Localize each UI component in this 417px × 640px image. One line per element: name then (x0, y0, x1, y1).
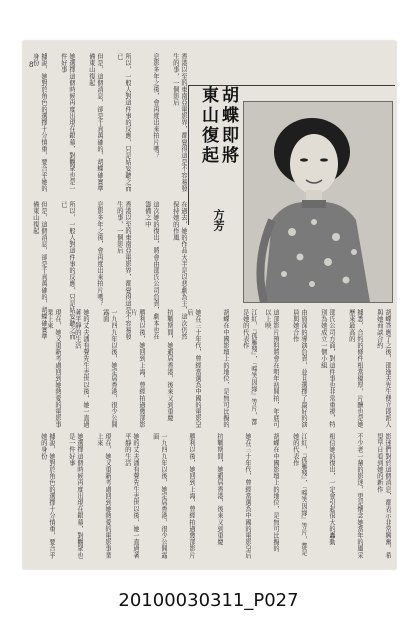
article-column-left-12: 但是，這個消息，卻是千真萬確的，胡蝶確實準備東山復起 (31, 201, 47, 340)
article-column-mid-6: 一九四九年以後，她定居香港，很少公開露面 (101, 309, 117, 428)
article-column-left-1: 香港以至的東南亞電影界，都覺得這是不容易發生的事，一個影后 (171, 53, 187, 192)
article-column-right-2: 據悉，合約的條件相當優厚，片酬也是她歷來最高的 (347, 309, 363, 428)
article-column-left-5: 她選擇這個時候再度出現在銀幕，對觀眾也是一件好事 (59, 53, 75, 192)
article-author: 方芳 (212, 209, 225, 231)
article-column-left-6: 據說，她對於角色的選擇十分慎重，要合乎她的身份 (31, 53, 47, 192)
article-column-right-5: 這部影片預料將會在明年初開拍，年底可以上映 (263, 309, 279, 428)
article-column-mid-3: 她在三十年代，曾經當選為中國的電影皇后 (185, 309, 201, 428)
article-column-bottom-7: 抗戰期間，她避居香港，後來又到重慶 (216, 433, 223, 546)
article-column-right-3: 邵氏公司方面，對這件事也非常重視，特別為她成立一個小組 (319, 309, 335, 428)
magazine-page (23, 41, 396, 569)
article-title-line2: 復起 (198, 126, 218, 166)
article-column-bottom-5: 胡蝶在中國影壇上的地位，是無可比擬的 (272, 433, 279, 552)
article-column-left-10: 息影多年之後，會再度出來拍片嗎？ (96, 201, 103, 307)
article-title (198, 86, 238, 181)
article-column-mid-5: 勝利以後，她回到上海，曾經拍過幾部影片 (129, 309, 145, 428)
article-column-left-4: 但是，這個消息，卻是千真萬確的，胡蝶確實準備東山復起 (87, 53, 103, 192)
article-column-bottom-3: 相信她的復出，一定會引起很大的轟動 (328, 433, 335, 546)
article-column-left-7: 在過去，她的作品大半是以悲劇為主，這次仍然保持她的作風 (171, 201, 187, 340)
article-column-left-3: 所以，一般人對這件事的反應，只是姑妄聽之而已 (115, 53, 131, 192)
article-column-right-4: 由資深的導演負責，並且選擇了最好的演員與她合作 (291, 309, 307, 428)
article-column-right-1: 胡蝶答應了之後，邵逸夫先生便立即派人與她商談合約 (375, 309, 391, 428)
article-column-left-11: 所以，一般人對這件事的反應，只是姑妄聽之而已 (59, 201, 75, 340)
title-border-left (188, 85, 189, 225)
article-column-bottom-6: 她在三十年代，曾經當選為中國的電影皇后 (244, 433, 251, 559)
article-column-bottom-8: 勝利以後，她回到上海，曾經拍過幾部影片 (188, 433, 195, 559)
article-column-bottom-2: 不少老一輩的影迷，更是懷念她當年的風采 (356, 433, 363, 559)
article-column-bottom-4: 江紅，『孤雁殘』，『啼笑因緣』等片，都是她的代表作 (291, 433, 307, 556)
article-column-left-9: 香港以至的東南亞電影界，都覺得這是不容易發生的事，一個影后 (115, 201, 131, 340)
article-column-bottom-12: 她選擇這個時候再度出現在銀幕，對觀眾也是一件好事 (67, 433, 83, 559)
portrait-image (244, 102, 392, 302)
article-column-bottom-10: 她的丈夫潘有聲先生去世以後，她一直過著平靜的生活 (123, 433, 139, 559)
article-column-left-2: 息影多年之後，會再度出來拍片嗎？ (152, 53, 159, 159)
page-number: 8 (29, 61, 34, 69)
article-column-mid-8: 現在，她又重新考慮回到她熱愛的電影事業上來 (45, 309, 61, 428)
article-column-mid-1: 江紅，『孤雁殘』，『啼笑因緣』等片，都是她的代表作 (241, 309, 257, 425)
article-column-bottom-1: 影迷們對於這個消息，都表示非常興奮，希望早日看到她的新作 (375, 433, 391, 559)
article-column-bottom-13: 據說，她對於角色的選擇十分慎重，要合乎她的身份 (39, 433, 55, 559)
article-column-mid-2: 胡蝶在中國影壇上的地位，是無可比擬的 (222, 309, 229, 428)
image-id-caption: 20100030311_P027 (118, 590, 299, 611)
article-column-left-8: 這次她的復出，將會由邵氏公司負責，劇本也在籌備之中 (143, 201, 159, 340)
article-column-bottom-9: 一九四九年以後，她定居香港，很少公開露面 (151, 433, 167, 559)
article-column-mid-4: 抗戰期間，她避居香港，後來又到重慶 (166, 309, 173, 422)
article-column-bottom-11: 現在，她又重新考慮回到她熱愛的電影事業上來 (95, 433, 111, 559)
article-column-mid-7: 她的丈夫潘有聲先生去世以後，她一直過著平靜的生活 (73, 309, 89, 428)
article-title-line1: 胡蝶即將東山 (198, 86, 238, 166)
portrait-photo (243, 101, 393, 303)
